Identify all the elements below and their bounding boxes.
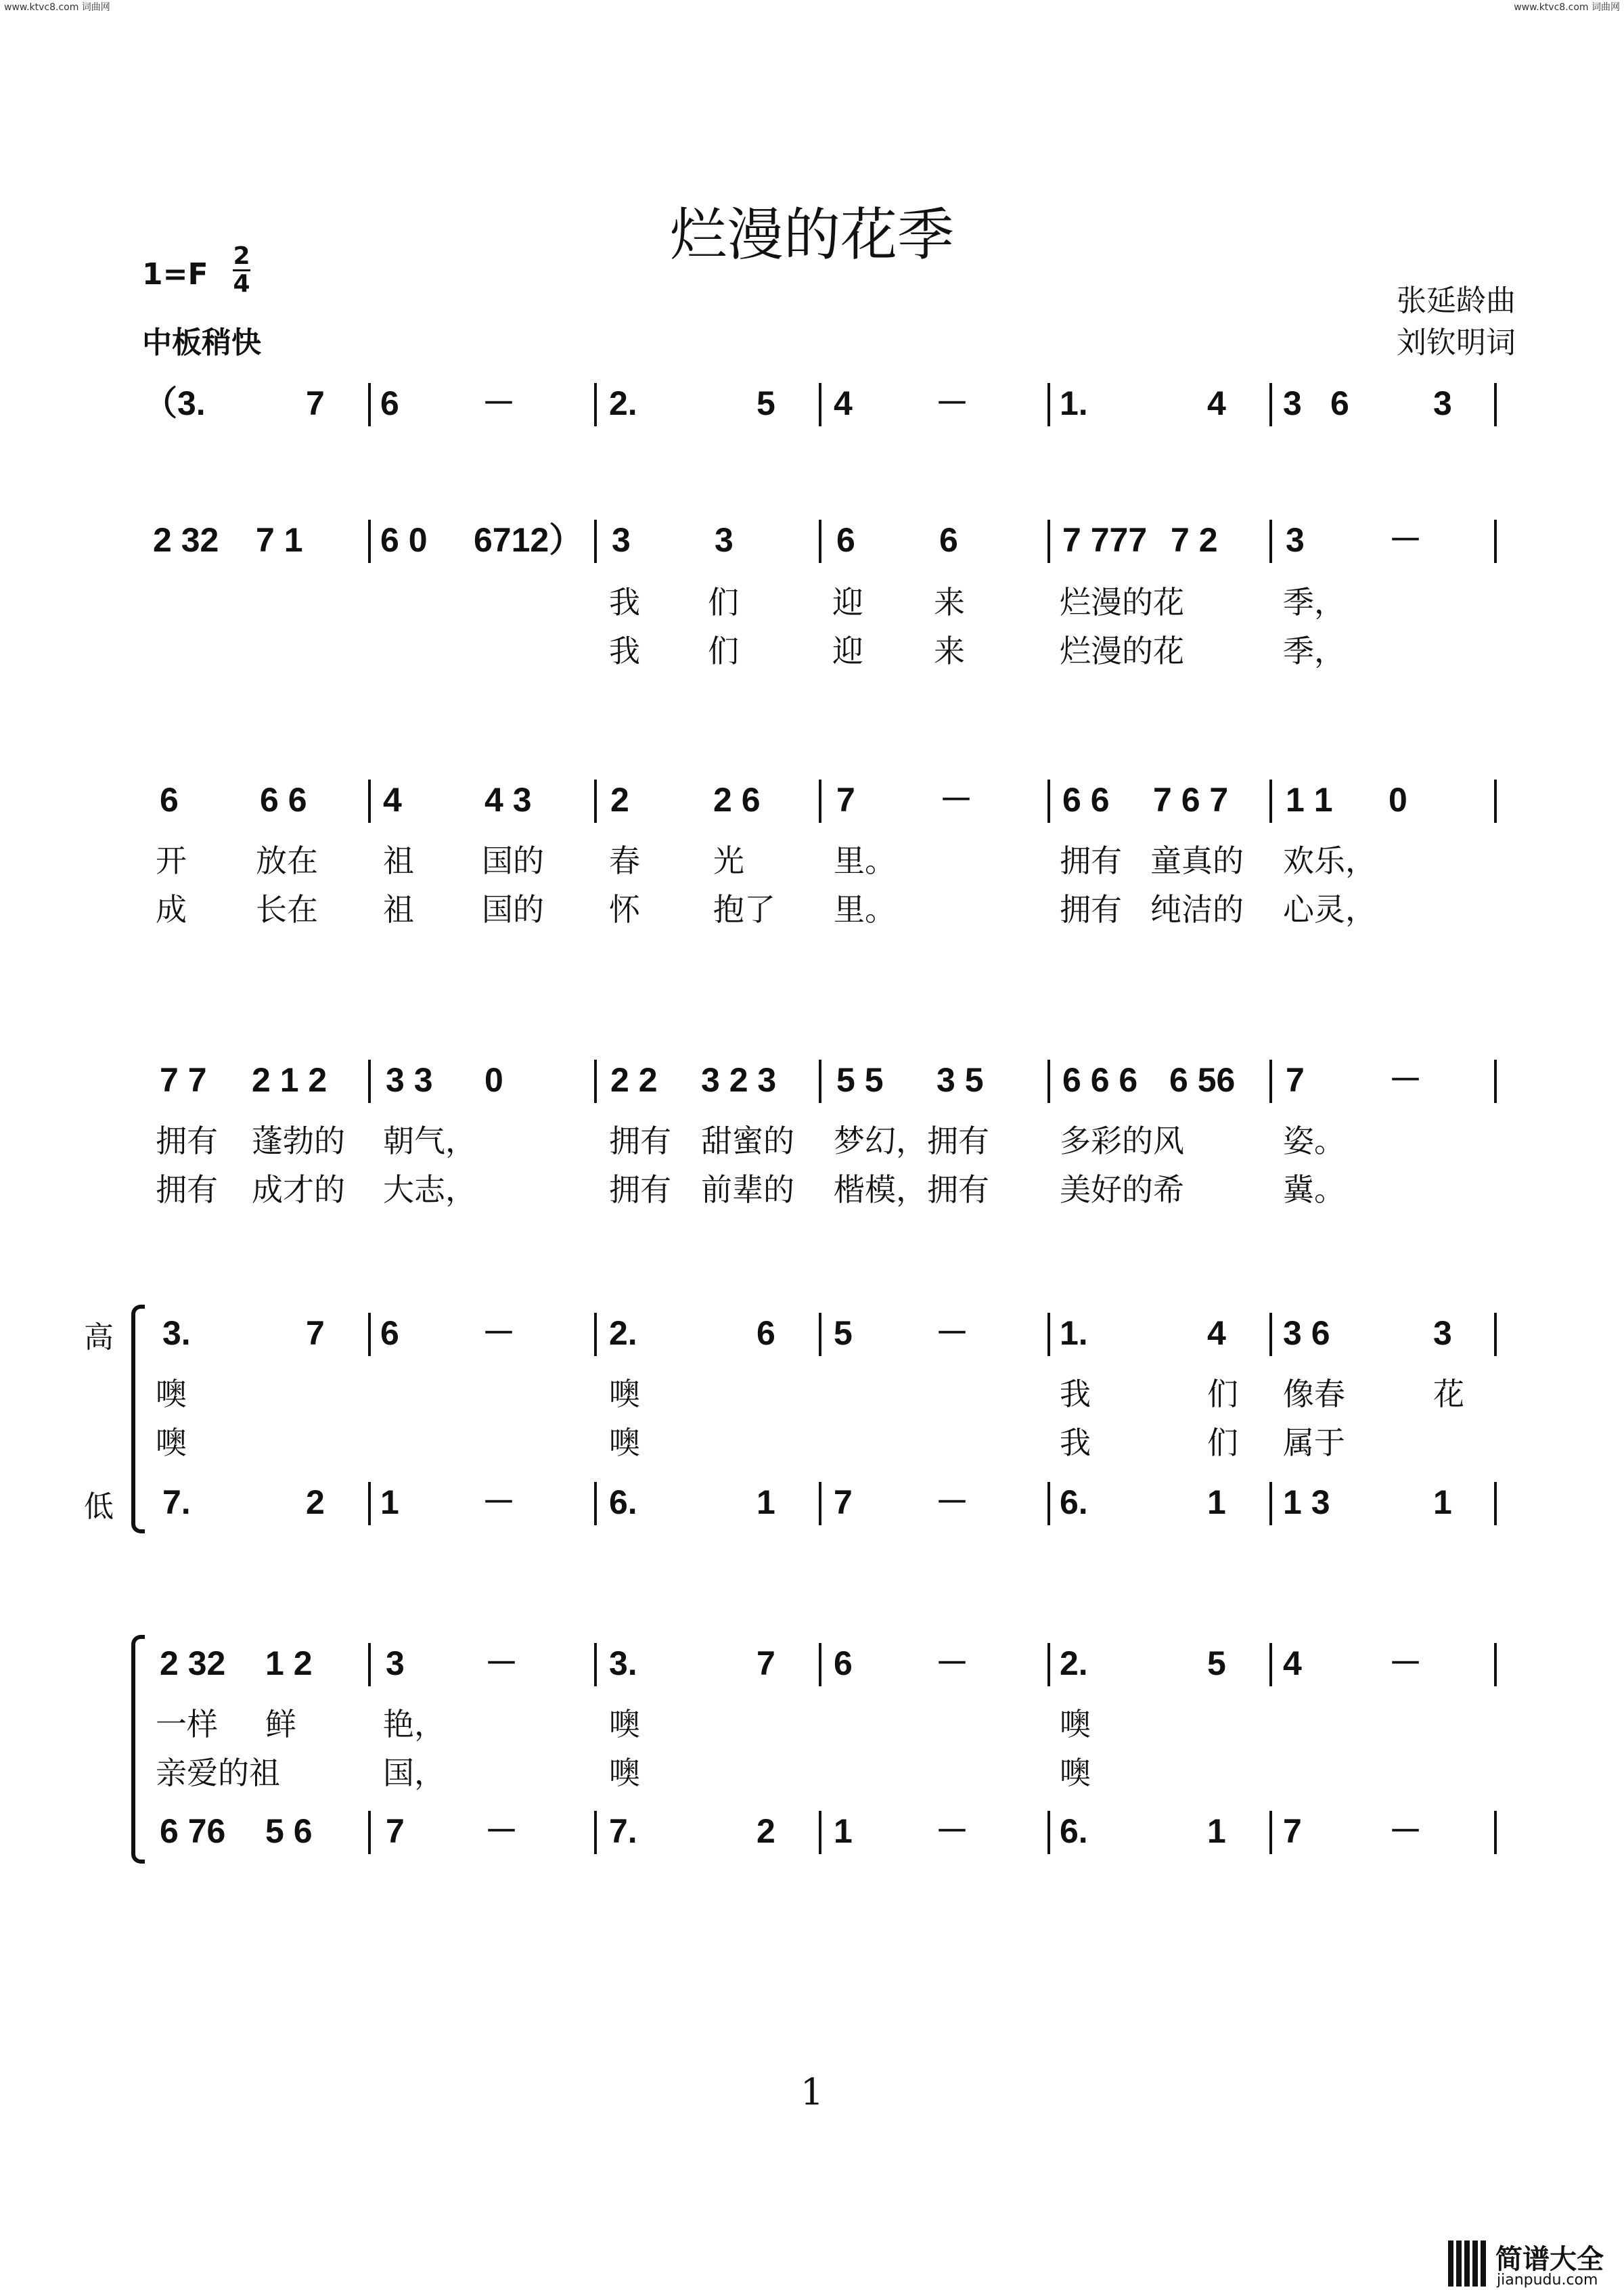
- site-logo[interactable]: [1448, 2236, 1617, 2291]
- bar-line: [1269, 383, 1272, 426]
- lyric: 拥有: [609, 1171, 671, 1208]
- note-group: 6: [834, 1644, 853, 1682]
- lyric: 欢乐，: [1283, 842, 1376, 879]
- note-group: 2 32: [160, 1644, 226, 1682]
- bar-line: [1269, 1643, 1272, 1686]
- lyric: 成: [156, 891, 187, 928]
- note-group: －: [1389, 521, 1422, 559]
- note-group: －: [482, 384, 516, 422]
- tempo-marking: 中板稍快: [142, 325, 261, 360]
- bar-line: [594, 1643, 597, 1686]
- note-group: －: [935, 384, 969, 422]
- note-group: －: [939, 781, 973, 819]
- lyric: 成才的: [252, 1171, 345, 1208]
- bar-line: [594, 1482, 597, 1525]
- lyric: 拥有: [156, 1171, 218, 1208]
- lyric: 迎: [832, 633, 863, 669]
- lyric: 噢: [609, 1706, 640, 1742]
- note-group: 1: [1207, 1812, 1226, 1850]
- lyric: 季，: [1283, 584, 1345, 621]
- lyric: 甜蜜的: [701, 1123, 794, 1159]
- bar-line: [819, 1811, 821, 1854]
- composer-credit: 张延龄曲: [1397, 284, 1516, 318]
- note-group: （3.: [143, 384, 206, 422]
- bar-line: [368, 1482, 371, 1525]
- note-group: 3: [715, 521, 734, 559]
- lyric: 拥有: [609, 1123, 671, 1159]
- note-group: －: [1389, 1644, 1422, 1682]
- note-group: 3: [1286, 521, 1305, 559]
- note-group: －: [482, 1314, 516, 1352]
- note-group: 6: [1330, 384, 1349, 422]
- note-group: 1: [834, 1812, 853, 1850]
- note-group: 0: [484, 1061, 503, 1099]
- lyric: 开: [156, 842, 187, 879]
- bar-line: [1047, 1643, 1050, 1686]
- lyric: 噢: [1060, 1706, 1091, 1742]
- lyric: 多彩的风: [1060, 1123, 1184, 1159]
- lyric: 放在: [256, 842, 318, 879]
- note-group: 3: [612, 521, 631, 559]
- note-group: 2: [610, 781, 629, 819]
- lyric: 光: [713, 842, 744, 879]
- note-group: 3 2 3: [701, 1061, 777, 1099]
- system-brace: [131, 1635, 145, 1864]
- voice-label-high: 高: [84, 1320, 114, 1355]
- bar-line: [368, 383, 371, 426]
- note-group: 2.: [609, 384, 637, 422]
- note-group: 2 2: [610, 1061, 658, 1099]
- note-group: 4: [1283, 1644, 1302, 1682]
- note-group: 3.: [609, 1644, 637, 1682]
- note-group: 7: [834, 1483, 853, 1521]
- note-group: 6 6: [1062, 781, 1110, 819]
- note-group: 2.: [1060, 1644, 1088, 1682]
- lyric: 们: [708, 584, 739, 621]
- bar-line: [1047, 383, 1050, 426]
- note-group: 7: [1286, 1061, 1305, 1099]
- note-group: 5 5: [836, 1061, 884, 1099]
- note-group: 5: [757, 384, 775, 422]
- note-group: 1: [1433, 1483, 1452, 1521]
- lyric: 国，: [383, 1755, 445, 1791]
- logo-name: 简谱大全: [1495, 2244, 1604, 2275]
- bar-line: [1047, 520, 1050, 563]
- bar-line: [368, 780, 371, 823]
- note-group: －: [1389, 1812, 1422, 1850]
- bar-line: [1494, 1811, 1497, 1854]
- note-group: 4: [383, 781, 402, 819]
- piano-keys-icon: [1448, 2241, 1489, 2287]
- note-group: 7: [1283, 1812, 1302, 1850]
- lyric: 童真的: [1150, 842, 1244, 879]
- bar-line: [1047, 780, 1050, 823]
- note-group: 2 6: [713, 781, 761, 819]
- note-group: 6.: [1060, 1483, 1088, 1521]
- note-group: 2: [306, 1483, 325, 1521]
- song-title: 烂漫的花季: [669, 202, 954, 268]
- lyric: 来: [934, 584, 965, 621]
- note-group: －: [935, 1812, 969, 1850]
- note-group: 2 1 2: [252, 1061, 328, 1099]
- note-group: 3.: [162, 1314, 191, 1352]
- bar-line: [368, 1643, 371, 1686]
- note-group: 4: [1207, 1314, 1226, 1352]
- header-site-left[interactable]: www.ktvc8.com 词曲网: [4, 2, 110, 13]
- lyric: 怀: [609, 891, 640, 928]
- lyric: 祖: [383, 891, 414, 928]
- bar-line: [819, 780, 821, 823]
- note-group: －: [935, 1483, 969, 1521]
- lyric: 噢: [609, 1755, 640, 1791]
- note-group: 7.: [162, 1483, 191, 1521]
- bar-line: [594, 1811, 597, 1854]
- bar-line: [1494, 1643, 1497, 1686]
- note-group: 6.: [1060, 1812, 1088, 1850]
- note-group: －: [482, 1483, 516, 1521]
- note-group: 7 2: [1171, 521, 1218, 559]
- note-group: 6: [380, 1314, 399, 1352]
- note-group: 6: [836, 521, 855, 559]
- note-group: 2.: [609, 1314, 637, 1352]
- note-group: 7 7: [160, 1061, 207, 1099]
- time-sig-bottom: 4: [233, 270, 250, 298]
- bar-line: [1494, 520, 1497, 563]
- bar-line: [819, 1060, 821, 1103]
- note-group: 0: [1389, 781, 1407, 819]
- note-group: 6: [380, 384, 399, 422]
- bar-line: [1494, 1482, 1497, 1525]
- lyric: 艳，: [383, 1706, 445, 1742]
- lyric: 拥有: [156, 1123, 218, 1159]
- bar-line: [368, 1313, 371, 1356]
- lyric: 大志，: [383, 1171, 476, 1208]
- note-group: 7 1: [256, 521, 303, 559]
- note-group: 3: [1433, 1314, 1452, 1352]
- lyric: 纯洁的: [1150, 891, 1244, 928]
- note-group: 3: [1283, 384, 1302, 422]
- note-group: 4: [1207, 384, 1226, 422]
- bar-line: [1269, 780, 1272, 823]
- header-site-right[interactable]: www.ktvc8.com 词曲网: [1514, 2, 1620, 13]
- lyric: 里。: [834, 842, 896, 879]
- lyric: 姿。: [1283, 1123, 1345, 1159]
- note-group: 6 56: [1169, 1061, 1236, 1099]
- lyric: 心灵，: [1283, 891, 1376, 928]
- note-group: 7 777: [1062, 521, 1148, 559]
- lyric: 我: [609, 584, 640, 621]
- bar-line: [819, 520, 821, 563]
- lyric: 噢: [156, 1376, 187, 1412]
- lyric: 亲爱的祖: [156, 1755, 280, 1791]
- bar-line: [1494, 1313, 1497, 1356]
- lyric: 拥有: [1060, 842, 1122, 879]
- bar-line: [819, 1313, 821, 1356]
- note-group: 1 2: [265, 1644, 313, 1682]
- note-group: －: [935, 1314, 969, 1352]
- note-group: 7: [836, 781, 855, 819]
- lyric: 烂漫的花: [1060, 633, 1184, 669]
- note-group: 6 6: [260, 781, 307, 819]
- note-group: 6 0: [380, 521, 428, 559]
- note-group: 1: [380, 1483, 399, 1521]
- note-group: 3 3: [386, 1061, 433, 1099]
- bar-line: [1494, 1060, 1497, 1103]
- lyric: 们: [1207, 1424, 1238, 1461]
- bar-line: [1494, 383, 1497, 426]
- note-group: 4: [834, 384, 853, 422]
- lyric: 我: [1060, 1376, 1091, 1412]
- note-group: 7: [306, 384, 325, 422]
- lyric: 梦幻，拥有: [834, 1123, 989, 1159]
- note-group: －: [484, 1644, 518, 1682]
- bar-line: [819, 383, 821, 426]
- lyric: 噢: [1060, 1755, 1091, 1791]
- bar-line: [1269, 1811, 1272, 1854]
- bar-line: [1047, 1060, 1050, 1103]
- lyric: 国的: [482, 842, 544, 879]
- lyric: 抱了: [713, 891, 775, 928]
- note-group: 1: [757, 1483, 775, 1521]
- lyric: 冀。: [1283, 1171, 1345, 1208]
- lyric: 春: [609, 842, 640, 879]
- logo-url: jianpudu.com: [1497, 2272, 1598, 2289]
- lyric: 一样: [156, 1706, 218, 1742]
- lyric: 噢: [156, 1424, 187, 1461]
- note-group: 1 1: [1286, 781, 1333, 819]
- lyric: 属于: [1283, 1424, 1345, 1461]
- lyric: 迎: [832, 584, 863, 621]
- lyric: 们: [1207, 1376, 1238, 1412]
- note-group: 1.: [1060, 384, 1088, 422]
- note-group: 3 6: [1283, 1314, 1330, 1352]
- lyric: 国的: [482, 891, 544, 928]
- note-group: 7: [757, 1644, 775, 1682]
- bar-line: [1269, 1313, 1272, 1356]
- lyric: 噢: [609, 1424, 640, 1461]
- bar-line: [1494, 780, 1497, 823]
- lyric: 来: [934, 633, 965, 669]
- lyric: 蓬勃的: [252, 1123, 345, 1159]
- note-group: 6712）: [474, 521, 583, 559]
- note-group: 6: [757, 1314, 775, 1352]
- bar-line: [594, 520, 597, 563]
- note-group: 6 76: [160, 1812, 226, 1850]
- note-group: 5: [1207, 1644, 1226, 1682]
- key-signature: 1=F: [142, 257, 208, 292]
- lyric: 拥有: [1060, 891, 1122, 928]
- lyric: 祖: [383, 842, 414, 879]
- note-group: 3 5: [937, 1061, 984, 1099]
- note-group: 2: [757, 1812, 775, 1850]
- bar-line: [368, 1060, 371, 1103]
- bar-line: [1047, 1313, 1050, 1356]
- note-group: 5 6: [265, 1812, 313, 1850]
- note-group: 5: [834, 1314, 853, 1352]
- bar-line: [1047, 1811, 1050, 1854]
- lyric: 像春: [1283, 1376, 1345, 1412]
- note-group: 1: [1207, 1483, 1226, 1521]
- voice-label-low: 低: [84, 1489, 114, 1524]
- note-group: －: [484, 1812, 518, 1850]
- page-number: 1: [800, 2071, 824, 2113]
- bar-line: [594, 780, 597, 823]
- lyric: 美好的希: [1060, 1171, 1184, 1208]
- lyric: 长在: [256, 891, 318, 928]
- lyric: 朝气，: [383, 1123, 476, 1159]
- note-group: 6: [160, 781, 179, 819]
- lyric: 噢: [609, 1376, 640, 1412]
- bar-line: [594, 1060, 597, 1103]
- note-group: －: [1389, 1061, 1422, 1099]
- note-group: 1 3: [1283, 1483, 1330, 1521]
- lyric: 季，: [1283, 633, 1345, 669]
- note-group: 3: [386, 1644, 405, 1682]
- bar-line: [819, 1482, 821, 1525]
- bar-line: [594, 1313, 597, 1356]
- lyric: 们: [708, 633, 739, 669]
- lyric: 鲜: [265, 1706, 296, 1742]
- lyric: 我: [609, 633, 640, 669]
- bar-line: [1269, 1060, 1272, 1103]
- lyric: 前辈的: [701, 1171, 794, 1208]
- note-group: 7.: [609, 1812, 637, 1850]
- note-group: 3: [1433, 384, 1452, 422]
- note-group: －: [935, 1644, 969, 1682]
- time-signature: [230, 244, 253, 297]
- lyric: 里。: [834, 891, 896, 928]
- lyric: 楷模，拥有: [834, 1171, 989, 1208]
- note-group: 7: [306, 1314, 325, 1352]
- note-group: 6: [939, 521, 958, 559]
- bar-line: [594, 383, 597, 426]
- note-group: 6.: [609, 1483, 637, 1521]
- lyricist-credit: 刘钦明词: [1397, 325, 1516, 360]
- note-group: 2 32: [153, 521, 219, 559]
- bar-line: [1047, 1482, 1050, 1525]
- note-group: 6 6 6: [1062, 1061, 1138, 1099]
- bar-line: [1269, 1482, 1272, 1525]
- bar-line: [1269, 520, 1272, 563]
- lyric: 烂漫的花: [1060, 584, 1184, 621]
- note-group: 7: [386, 1812, 405, 1850]
- bar-line: [368, 1811, 371, 1854]
- note-group: 4 3: [484, 781, 532, 819]
- note-group: 7 6 7: [1153, 781, 1229, 819]
- lyric: 我: [1060, 1424, 1091, 1461]
- lyric: 花: [1433, 1376, 1464, 1412]
- bar-line: [819, 1643, 821, 1686]
- system-brace: [131, 1305, 145, 1533]
- note-group: 1.: [1060, 1314, 1088, 1352]
- time-sig-top: 2: [233, 242, 250, 270]
- bar-line: [368, 520, 371, 563]
